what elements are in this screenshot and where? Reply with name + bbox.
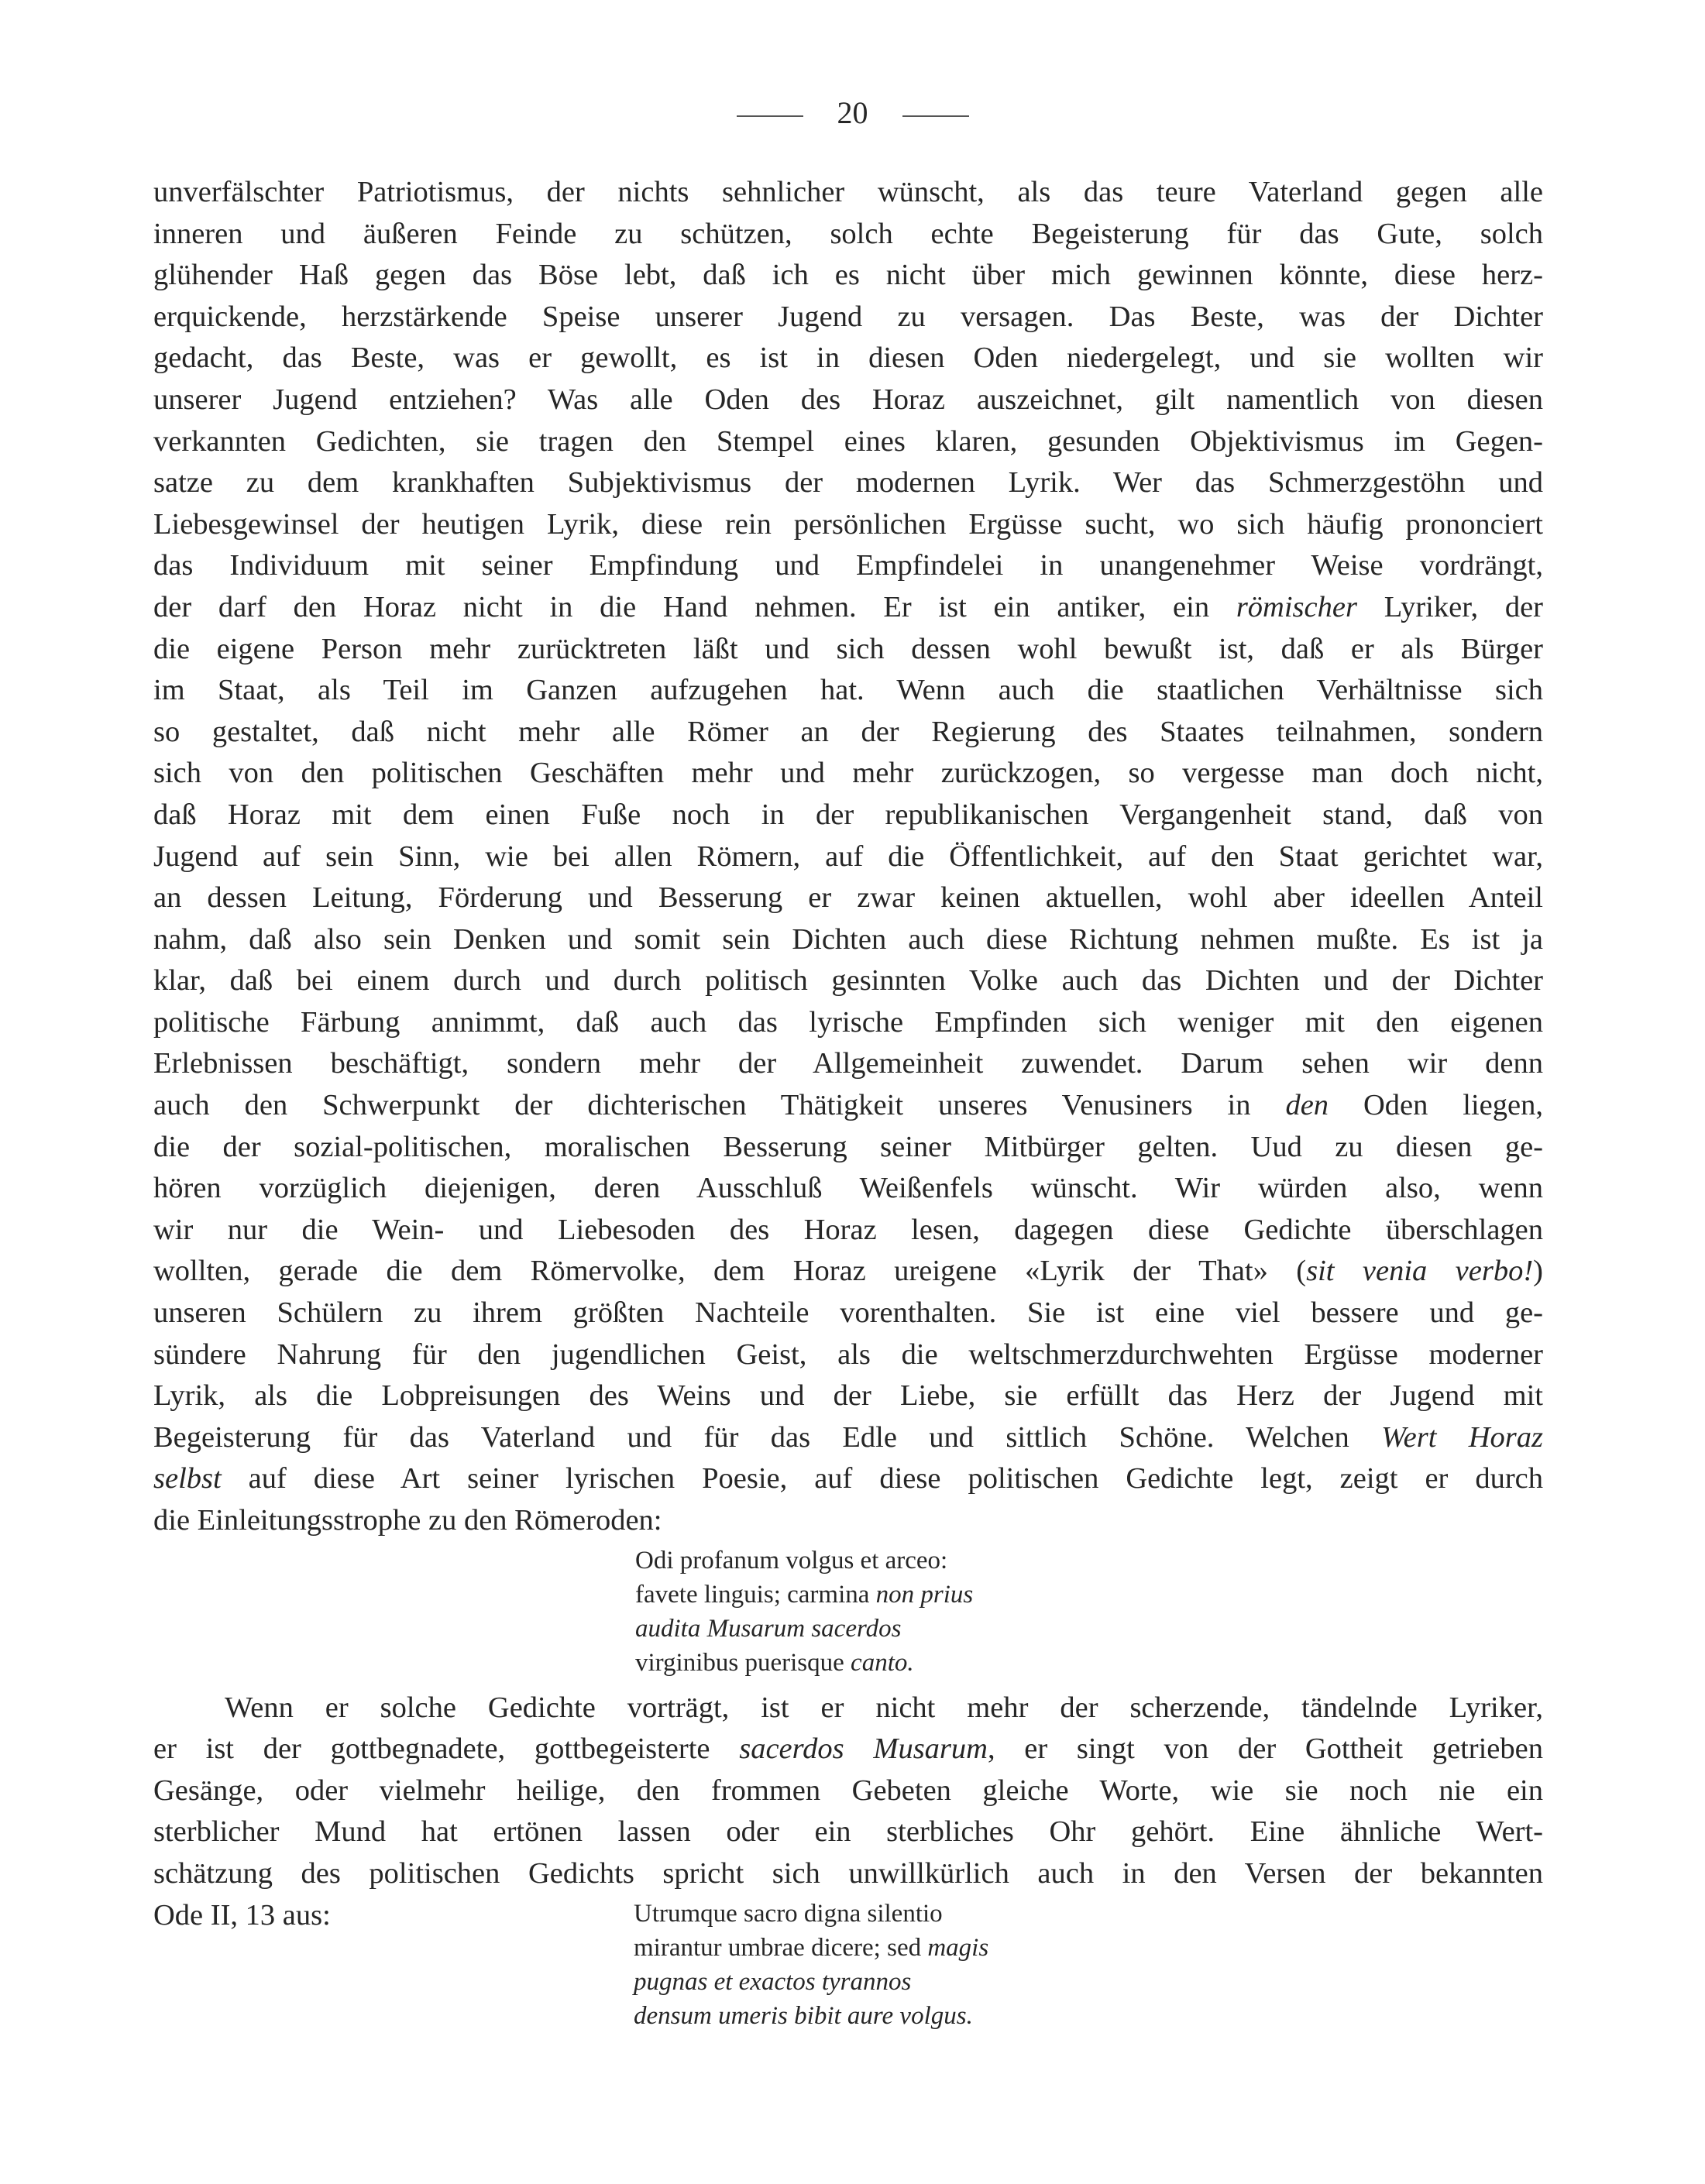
text-line: wollten, gerade die dem Römervolke, dem Horaz ureigene «Lyrik der That» (sit venia verbo!) <box>153 1255 1543 1288</box>
text-line: Begeisterung für das Vaterland und für das Edle und sittlich Schöne. Welchen Wert Horaz <box>153 1420 1543 1454</box>
text-line: gedacht, das Beste, was er gewollt, es ist in diesen Oden niedergelegt, und sie wollten wir <box>153 342 1543 375</box>
text-line: sterblicher Mund hat ertönen lassen oder ein sterbliches Ohr gehört. Eine ähnliche Wert- <box>153 1815 1543 1849</box>
italic-phrase: densum umeris bibit aure volgus. <box>634 2001 973 2030</box>
text-line: so gestaltet, daß nicht mehr alle Römer an der Regierung des Staates teilnahmen, sondern <box>153 715 1543 748</box>
text-line: die der sozial-politischen, moralischen Besserung seiner Mitbürger gelten. Uud zu diesen ge- <box>153 1130 1543 1163</box>
text-line: die eigene Person mehr zurücktreten läßt und sich dessen wohl bewußt ist, daß er als Bürger <box>153 632 1543 665</box>
italic-phrase: audita Musarum sacerdos <box>635 1614 902 1643</box>
text-line: erquickende, herzstärkende Speise unserer Jugend zu versagen. Das Beste, was der Dichter <box>153 300 1543 333</box>
text-line: der darf den Horaz nicht in die Hand nehmen. Er ist ein antiker, ein römischer Lyriker, der <box>153 590 1544 623</box>
page-header <box>0 91 1705 135</box>
verse-line: Utrumque sacro digna silentio <box>634 1899 943 1928</box>
text-line: unseren Schülern zu ihrem größten Nachteile vorenthalten. Sie ist eine viel bessere und ge- <box>153 1296 1543 1330</box>
italic-phrase: römischer <box>1236 590 1357 623</box>
verse-line: mirantur umbrae dicere; sed magis <box>634 1933 989 1962</box>
text-line: klar, daß bei einem durch und durch politisch gesinnten Volke auch das Dichten und der Dichter <box>153 964 1543 998</box>
italic-phrase: Wert Horaz <box>1381 1420 1543 1454</box>
paragraph-2 <box>153 1688 1543 1895</box>
text-line: er ist der gottbegnadete, gottbegeisterte sacerdos Musarum, er singt von der Gottheit getrieben <box>153 1732 1543 1766</box>
text-line: daß Horaz mit dem einen Fuße noch in der republikanischen Vergangenheit stand, daß von <box>153 798 1543 831</box>
paragraph-1 <box>153 172 1543 1542</box>
italic-phrase: sit venia verbo! <box>1306 1255 1534 1288</box>
italic-phrase: sacerdos Musarum <box>739 1732 988 1766</box>
text-line: inneren und äußeren Feinde zu schützen, solch echte Begeisterung für das Gute, solch <box>153 217 1543 250</box>
text-line: Lyrik, als die Lobpreisungen des Weins und der Liebe, sie erfüllt das Herz der Jugend mit <box>153 1379 1543 1413</box>
text-line: auch den Schwerpunkt der dichterischen Thätigkeit unseres Venusiners in den Oden liegen, <box>153 1089 1543 1122</box>
italic-phrase: non prius <box>875 1580 974 1609</box>
text-line: wir nur die Wein- und Liebesoden des Horaz lesen, dagegen diese Gedichte überschlagen <box>153 1213 1543 1246</box>
text-line: politische Färbung annimmt, daß auch das lyrische Empfinden sich weniger mit den eigenen <box>153 1005 1543 1039</box>
text-line: Jugend auf sein Sinn, wie bei allen Römern, auf die Öffentlichkeit, auf den Staat gerichtet war, <box>153 840 1543 873</box>
verse-line <box>634 1965 1543 1999</box>
verse-line: favete linguis; carmina non prius <box>635 1580 974 1609</box>
page-number: 20 <box>837 95 868 130</box>
text-line: schätzung des politischen Gedichts spricht sich unwillkürlich auch in den Versen der bekannten <box>153 1856 1543 1890</box>
text-line: Wenn er solche Gedichte vorträgt, ist er nicht mehr der scherzende, tändelnde Lyriker, <box>225 1691 1543 1724</box>
verse-quote-roman-odes <box>153 1544 1543 1680</box>
text-line: Erlebnissen beschäftigt, sondern mehr der Allgemeinheit zuwendet. Darum sehen wir denn <box>153 1047 1543 1080</box>
text-line: hören vorzüglich diejenigen, deren Ausschluß Weißenfels wünscht. Wir würden also, wenn <box>153 1172 1543 1205</box>
text-line: satze zu dem krankhaften Subjektivismus der modernen Lyrik. Wer das Schmerzgestöhn und <box>153 466 1543 500</box>
text-line: die Einleitungsstrophe zu den Römeroden: <box>153 1504 662 1537</box>
italic-phrase: pugnas et exactos tyrannos <box>634 1967 912 1996</box>
paragraph-2-lead: Ode II, 13 aus: <box>153 1898 331 1932</box>
verse-line: virginibus puerisque canto. <box>635 1648 914 1677</box>
text-line: verkannten Gedichten, sie tragen den Stempel eines klaren, gesunden Objektivismus im Gegen- <box>153 424 1543 458</box>
text-line: sich von den politischen Geschäften mehr und mehr zurückzogen, so vergesse man doch nicht, <box>153 757 1543 790</box>
text-line: Gesänge, oder vielmehr heilige, den frommen Gebeten gleiche Worte, wie sie noch nie ein <box>153 1774 1543 1807</box>
verse-line: Odi profanum volgus et arceo: <box>635 1546 948 1574</box>
text-line: unverfälschter Patriotismus, der nichts sehnlicher wünscht, als das teure Vaterland gegen alle <box>153 176 1543 208</box>
text-line: im Staat, als Teil im Ganzen aufzugehen hat. Wenn auch die staatlichen Verhältnisse sich <box>153 674 1543 707</box>
verse-quote-ode-2-13 <box>153 1897 1543 2033</box>
text-line: an dessen Leitung, Förderung und Besserung er zwar keinen aktuellen, wohl aber ideellen Anteil <box>153 881 1543 915</box>
text-line: sündere Nahrung für den jugendlichen Geist, als die weltschmerzdurchwehten Ergüsse moderner <box>153 1338 1543 1371</box>
italic-phrase: magis <box>927 1933 989 1962</box>
text-line: selbst auf diese Art seiner lyrischen Poesie, auf diese politischen Gedichte legt, zeigt er durch <box>153 1462 1543 1495</box>
text-line: nahm, daß also sein Denken und somit sein Dichten auch diese Richtung nehmen mußte. Es ist ja <box>153 922 1543 956</box>
text-line: unserer Jugend entziehen? Was alle Oden des Horaz auszeichnet, gilt namentlich von diesen <box>153 383 1543 416</box>
text-line: Liebesgewinsel der heutigen Lyrik, diese rein persönlichen Ergüsse sucht, wo sich häufig prononciert <box>153 507 1543 541</box>
header-rule-right <box>902 115 969 117</box>
italic-phrase: canto. <box>851 1648 914 1677</box>
verse-line <box>634 1999 1543 2033</box>
text-line: glühender Haß gegen das Böse lebt, daß ich es nicht über mich gewinnen könnte, diese herz- <box>153 259 1543 292</box>
header-rule-left <box>737 115 803 117</box>
italic-phrase: selbst <box>153 1462 222 1495</box>
verse-line <box>635 1612 1543 1646</box>
text-line: das Individuum mit seiner Empfindung und Empfindelei in unangenehmer Weise vordrängt, <box>153 549 1543 582</box>
body-text <box>153 172 1543 2041</box>
italic-phrase: den <box>1285 1089 1329 1122</box>
